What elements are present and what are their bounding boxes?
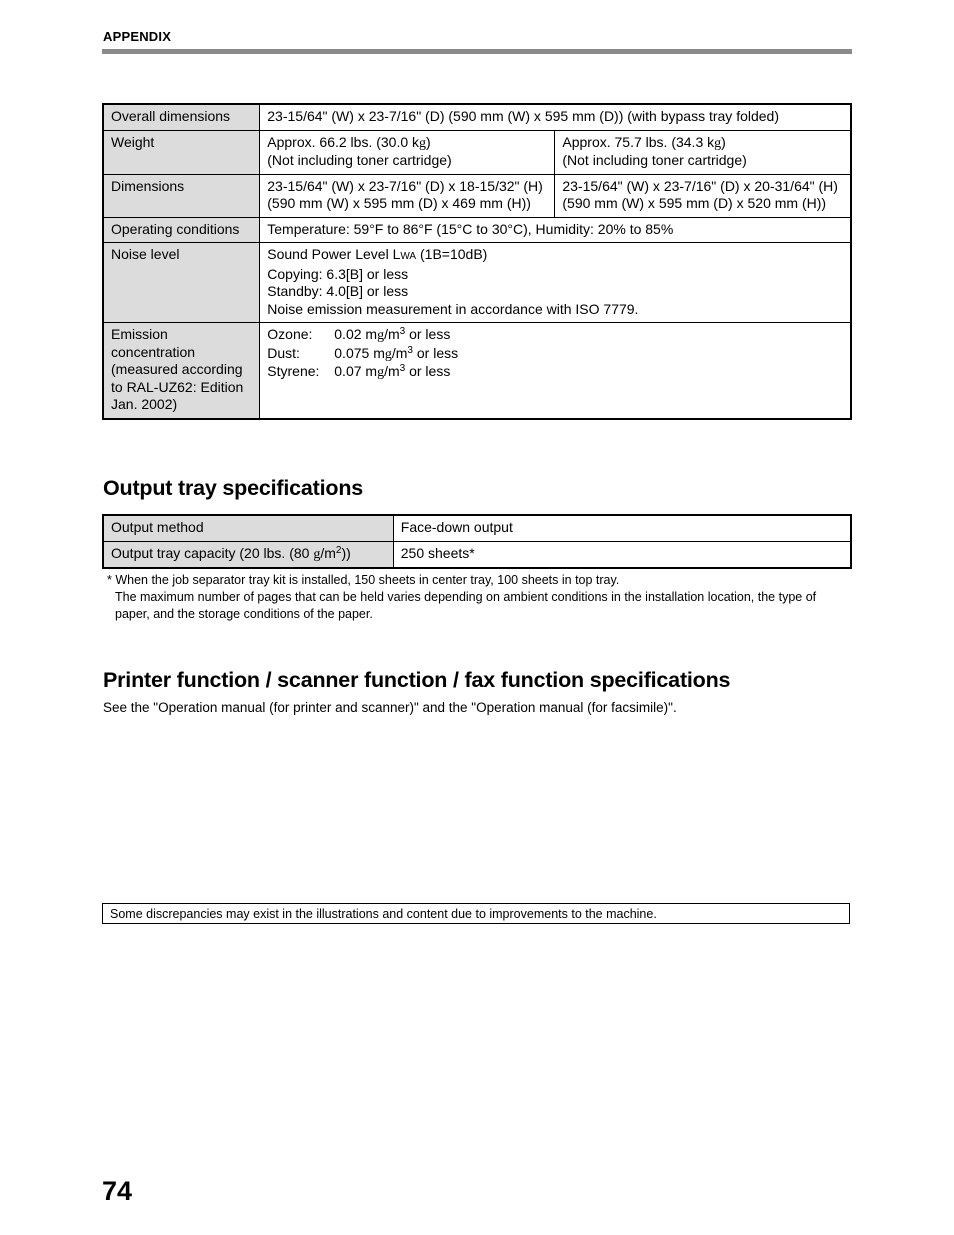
chem-value: 0.02 m xyxy=(334,326,378,342)
table-row xyxy=(103,130,851,174)
row-label-weight: Weight xyxy=(103,130,260,174)
chem-tail: or less xyxy=(412,344,459,361)
weight-1-note: (Not including toner cartridge) xyxy=(267,152,452,168)
row-label-overall-dimensions: Overall dimensions xyxy=(103,104,260,130)
chem-per: /m xyxy=(391,344,408,361)
dimensions-2-mm: (590 mm (W) x 595 mm (D) x 520 mm (H)) xyxy=(562,195,827,211)
chem-name: Styrene: xyxy=(267,363,320,379)
weight-1-close: ) xyxy=(426,133,431,150)
noise-iso: Noise emission measurement in accordance with ISO 7779. xyxy=(267,300,639,317)
row-label-emission xyxy=(103,323,260,419)
table-row xyxy=(103,217,851,243)
weight-1-unit: g xyxy=(419,135,427,151)
footnote-line: The maximum number of pages that can be held varies depending on ambient conditions in the installation location, the type of paper, and the storage conditions of the paper. xyxy=(115,590,817,621)
chem-unit: g xyxy=(377,365,385,380)
weight-2-note: (Not including toner cartridge) xyxy=(562,152,747,168)
row-label-output-capacity xyxy=(103,541,393,568)
row-label-dimensions: Dimensions xyxy=(103,174,260,217)
weight-1-text: Approx. 66.2 lbs. (30.0 k xyxy=(267,133,420,150)
discrepancy-notice: Some discrepancies may exist in the illustrations and content due to improvements to the machine. xyxy=(102,903,850,924)
dimensions-2-inch: 23-15/64" (W) x 23-7/16" (D) x 20-31/64" (H) xyxy=(562,177,838,194)
table-row xyxy=(103,323,851,419)
printer-function-text: See the "Operation manual (for printer and scanner)" and the "Operation manual (for facsimile)". xyxy=(103,700,677,715)
chem-name: Dust: xyxy=(267,344,300,361)
chem-per: /m xyxy=(384,363,400,379)
specifications-table xyxy=(102,103,852,420)
output-tray-heading: Output tray specifications xyxy=(103,476,364,500)
noise-line1-post: (1B=10dB) xyxy=(416,246,488,262)
overall-dimensions-value: 23-15/64" (W) x 23-7/16" (D) (590 mm (W) x 595 mm (D)) (with bypass tray folded) xyxy=(260,104,851,130)
output-capacity-value: 250 sheets* xyxy=(393,541,851,568)
page-number: 74 xyxy=(102,1176,133,1206)
capacity-label-text: Output tray capacity (20 lbs. (80 xyxy=(111,544,314,561)
emission-label-line: Jan. 2002) xyxy=(111,396,178,412)
dimensions-1-mm: (590 mm (W) x 595 mm (D) x 469 mm (H)) xyxy=(267,195,531,211)
dimensions-value-1 xyxy=(260,174,555,217)
header-rule xyxy=(102,49,852,54)
emission-label-line: concentration xyxy=(111,343,196,360)
table-row xyxy=(103,541,851,568)
emission-value xyxy=(260,323,851,419)
noise-level-value xyxy=(260,243,851,323)
row-label-output-method: Output method xyxy=(103,515,393,541)
noise-line1-pre: Sound Power Level L xyxy=(267,246,401,262)
chem-name: Ozone: xyxy=(267,326,313,342)
chem-tail: or less xyxy=(405,363,451,379)
capacity-label-per: /m xyxy=(320,544,336,561)
chem-tail: or less xyxy=(405,326,451,342)
chem-unit: g xyxy=(377,328,385,343)
emission-label-line: to RAL-UZ62: Edition xyxy=(111,378,244,395)
output-tray-footnote xyxy=(107,572,852,623)
printer-function-heading: Printer function / scanner function / fax function specifications xyxy=(103,668,731,692)
chem-value: 0.075 m xyxy=(334,344,385,361)
dimensions-1-inch: 23-15/64" (W) x 23-7/16" (D) x 18-15/32" (H) xyxy=(267,177,543,194)
noise-line1-sub: WA xyxy=(400,251,417,262)
operating-conditions-value: Temperature: 59°F to 86°F (15°C to 30°C), Humidity: 20% to 85% xyxy=(260,217,851,243)
weight-value-1 xyxy=(260,130,555,174)
weight-2-close: ) xyxy=(721,133,726,150)
capacity-label-exp: 2 xyxy=(335,544,342,556)
emission-row-ozone xyxy=(267,326,844,345)
weight-2-unit: g xyxy=(714,135,722,151)
emission-label-line: (measured according xyxy=(111,361,243,377)
row-label-noise-level: Noise level xyxy=(103,243,260,323)
table-row xyxy=(103,104,851,130)
section-header: APPENDIX xyxy=(103,29,172,44)
table-row xyxy=(103,515,851,541)
noise-standby: Standby: 4.0[B] or less xyxy=(267,283,409,299)
emission-label-line: Emission xyxy=(111,326,168,342)
footnote-line: * When the job separator tray kit is installed, 150 sheets in center tray, 100 sheets in top tray. xyxy=(107,573,620,587)
row-label-operating-conditions: Operating conditions xyxy=(103,217,260,243)
capacity-label-close: )) xyxy=(341,544,351,561)
output-tray-table xyxy=(102,514,852,569)
weight-value-2 xyxy=(555,130,851,174)
table-row xyxy=(103,243,851,323)
chem-per: /m xyxy=(384,326,400,342)
chem-exp: 3 xyxy=(407,344,413,356)
chem-value: 0.07 m xyxy=(334,363,378,379)
emission-row-styrene xyxy=(267,363,844,382)
noise-copying: Copying: 6.3[B] or less xyxy=(267,265,409,282)
chem-unit: g xyxy=(384,346,392,362)
weight-2-text: Approx. 75.7 lbs. (34.3 k xyxy=(562,133,715,150)
dimensions-value-2 xyxy=(555,174,851,217)
output-method-value: Face-down output xyxy=(393,515,851,541)
table-row xyxy=(103,174,851,217)
emission-row-dust xyxy=(267,345,844,364)
chem-exp: 3 xyxy=(399,326,406,337)
capacity-label-unit: g xyxy=(313,546,321,562)
chem-exp: 3 xyxy=(399,363,406,374)
